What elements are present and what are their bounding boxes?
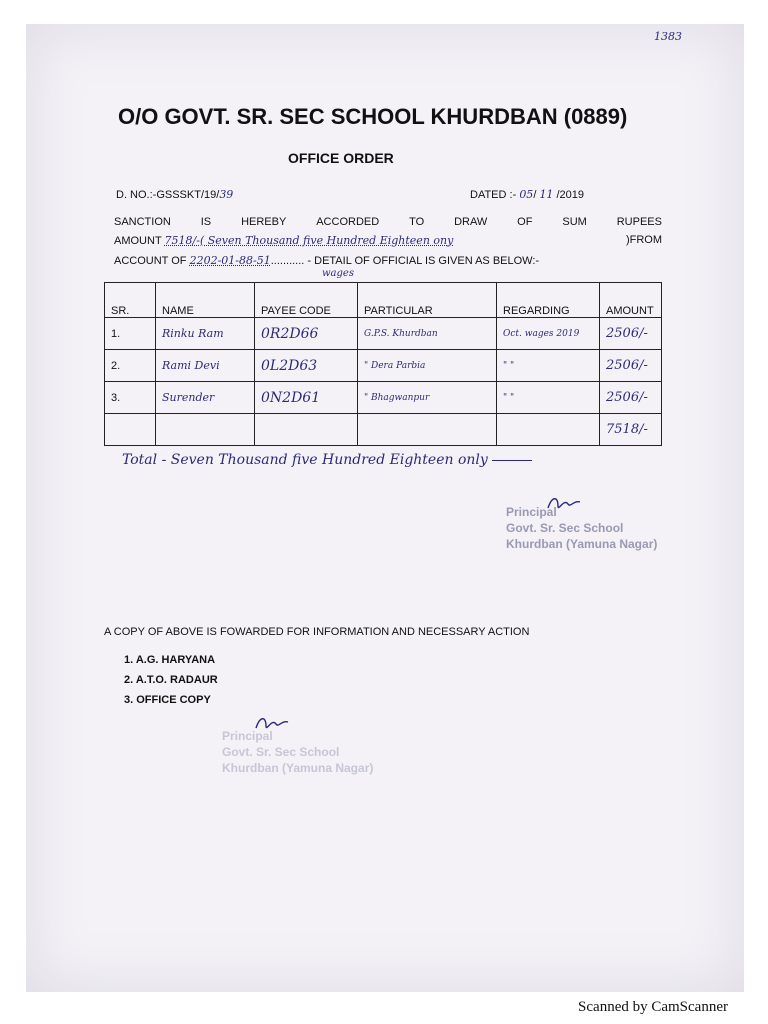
header-sr: SR. — [105, 283, 156, 318]
list-item: 1. A.G. HARYANA — [124, 654, 216, 666]
table-total-row — [105, 414, 662, 446]
amount-label: AMOUNT — [114, 235, 162, 247]
table-header-row — [105, 283, 662, 318]
stamp-line-1: Principal — [506, 505, 557, 519]
dated-month: 11 — [539, 188, 554, 201]
dno-value: 39 — [219, 188, 234, 201]
row-payee-code: 0R2D66 — [255, 318, 358, 350]
header-particular: PARTICULAR — [358, 283, 497, 318]
sanction-word: TO — [409, 216, 425, 228]
stamp-line-1: Principal — [222, 729, 273, 743]
header-amount: AMOUNT — [600, 283, 662, 318]
row-sr: 1. — [105, 318, 156, 350]
row-payee-code: 0N2D61 — [255, 382, 358, 414]
amount-suffix: )FROM — [625, 234, 662, 246]
copy-forward-line: A COPY OF ABOVE IS FOWARDED FOR INFORMATION AND NECESSARY ACTION — [104, 626, 530, 638]
table-row — [105, 350, 662, 382]
amount-line — [114, 234, 662, 247]
corner-number: 1383 — [654, 30, 682, 43]
sanction-word: SUM — [562, 216, 587, 228]
dispatch-number — [116, 188, 233, 201]
row-amount: 2506/- — [600, 318, 662, 350]
copy-list — [124, 654, 218, 714]
total-empty-cell — [156, 414, 255, 446]
row-particular: " Bhagwanpur — [358, 382, 497, 414]
row-regarding: " " — [497, 350, 600, 382]
school-title: O/O GOVT. SR. SEC SCHOOL KHURDBAN (0889) — [118, 104, 628, 129]
dated-year: /2019 — [556, 189, 585, 201]
total-words-text: Total - Seven Thousand five Hundred Eighteen only — [122, 452, 488, 468]
header-name: NAME — [156, 283, 255, 318]
account-label: ACCOUNT OF — [114, 255, 187, 267]
sanction-word: RUPEES — [616, 216, 662, 228]
header-payee-code: PAYEE CODE — [255, 283, 358, 318]
total-empty-cell — [105, 414, 156, 446]
sanction-word: SANCTION — [114, 216, 171, 228]
row-regarding: Oct. wages 2019 — [497, 318, 600, 350]
total-amount: 7518/- — [600, 414, 662, 446]
row-particular: G.P.S. Khurdban — [358, 318, 497, 350]
stamp-line-3: Khurdban (Yamuna Nagar) — [506, 537, 658, 551]
amount-handwritten: 7518/-( Seven Thousand five Hundred Eighteen ony — [164, 234, 454, 247]
account-handwritten: 2202-01-88-51 — [189, 254, 271, 267]
row-amount: 2506/- — [600, 350, 662, 382]
row-payee-code: 0L2D63 — [255, 350, 358, 382]
order-title: OFFICE ORDER — [288, 150, 394, 166]
dated-day: 05 — [519, 188, 534, 201]
wages-note: wages — [322, 268, 354, 279]
row-sr: 3. — [105, 382, 156, 414]
table-row — [105, 382, 662, 414]
row-name: Rami Devi — [156, 350, 255, 382]
sanction-word: ACCORDED — [316, 216, 380, 228]
total-empty-cell — [497, 414, 600, 446]
stamp-line-2: Govt. Sr. Sec School — [506, 521, 624, 535]
list-item: 2. A.T.O. RADAUR — [124, 674, 218, 686]
dated-label: DATED :- — [470, 189, 517, 201]
document-page — [26, 24, 744, 992]
row-amount: 2506/- — [600, 382, 662, 414]
total-in-words — [122, 452, 532, 468]
account-suffix: ........... - DETAIL OF OFFICIAL IS GIVEN AS BELOW:- — [270, 255, 540, 267]
sanction-word: DRAW — [454, 216, 488, 228]
sanction-word: OF — [517, 216, 533, 228]
header-regarding: REGARDING — [497, 283, 600, 318]
dno-label: D. NO.:-GSSSKT/19/ — [116, 189, 220, 201]
row-sr: 2. — [105, 350, 156, 382]
date-line: DATED :- 05/ 11 /2019 — [470, 188, 585, 201]
stamp-line-3: Khurdban (Yamuna Nagar) — [222, 761, 374, 775]
total-empty-cell — [255, 414, 358, 446]
row-particular: " Dera Parbia — [358, 350, 497, 382]
table-row — [105, 318, 662, 350]
total-empty-cell — [358, 414, 497, 446]
faded-principal-stamp — [222, 728, 373, 776]
account-line — [114, 254, 539, 267]
row-name: Rinku Ram — [156, 318, 255, 350]
scanner-footer: Scanned by CamScanner — [578, 999, 728, 1015]
official-details-table — [104, 282, 662, 446]
sanction-word: HEREBY — [241, 216, 287, 228]
total-underline — [492, 460, 532, 461]
list-item: 3. OFFICE COPY — [124, 694, 211, 706]
row-name: Surender — [156, 382, 255, 414]
principal-stamp — [506, 504, 657, 552]
sanction-line — [114, 216, 662, 228]
stamp-line-2: Govt. Sr. Sec School — [222, 745, 340, 759]
row-regarding: " " — [497, 382, 600, 414]
sanction-word: IS — [200, 216, 212, 228]
